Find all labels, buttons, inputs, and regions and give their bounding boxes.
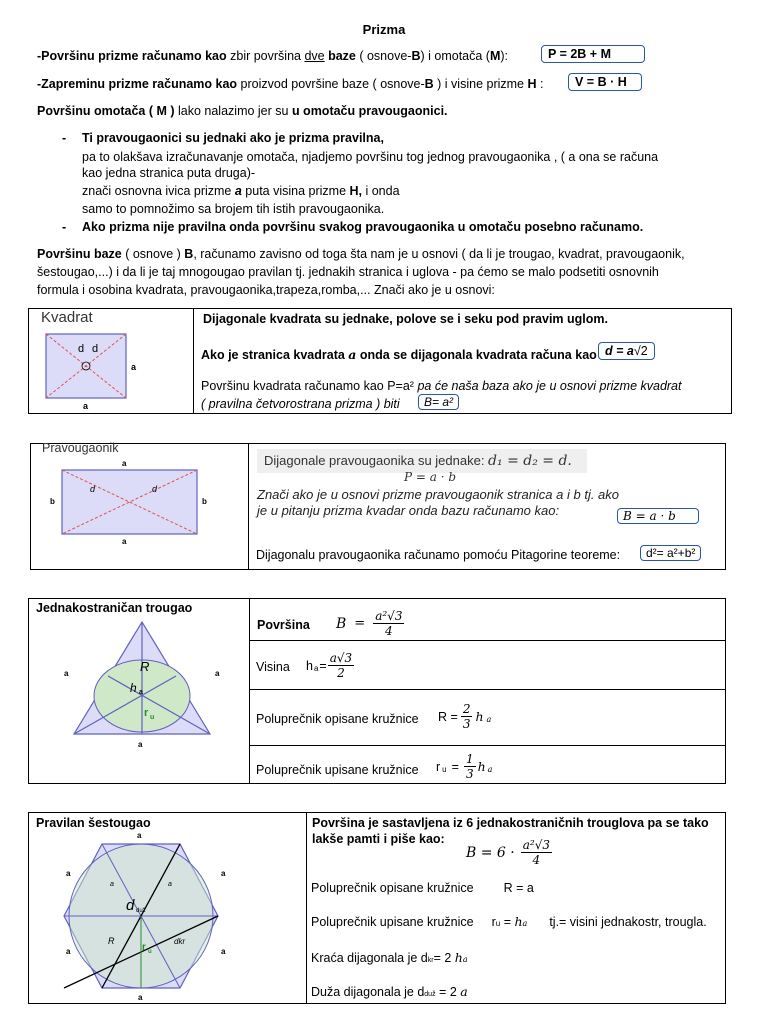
text: = 2: [435, 985, 461, 999]
kvadrat-row-2: [201, 347, 597, 362]
text: h: [514, 914, 523, 929]
sestougao-label-r: R: [108, 936, 115, 946]
text: a: [522, 919, 528, 928]
trougao-v-formula: [306, 651, 354, 680]
trougao-label-a: a: [138, 740, 143, 749]
trougao-label-a: a: [215, 669, 220, 678]
text: 4: [385, 624, 393, 638]
divider: [248, 443, 249, 570]
sestougao-label-d-sub: duž: [136, 908, 146, 914]
pravougaonik-label-b: b: [50, 497, 55, 506]
text: B: [184, 247, 194, 261]
text: 2: [462, 702, 471, 716]
kvadrat-label-a: a: [83, 401, 89, 411]
sestougao-label-d: d: [126, 897, 135, 914]
sestougao-label-ru: r: [142, 942, 146, 953]
text: , računamo zavisno od toga šta nam je u osnovi ( da li je trougao, kvadrat, pravougaonik,: [193, 247, 685, 261]
pravougaonik-row-3-line-1: Znači ako je u osnovi prizme pravougaonik stranica a i b tj. ako: [257, 487, 620, 502]
text: =: [500, 915, 515, 929]
base-par-line-1: [37, 247, 685, 261]
text: a²√3: [522, 838, 550, 852]
text: duž: [424, 991, 436, 998]
kvadrat-label-a: a: [131, 362, 137, 372]
sestougao-label-a: a: [137, 831, 142, 840]
text: :: [536, 77, 544, 91]
text: a: [460, 984, 468, 999]
formula-kvadrat-diagonal: [598, 342, 655, 360]
text: Ako je stranica kvadrata: [201, 348, 349, 362]
text: znači osnovna ivica prizme: [82, 184, 235, 198]
fraction: [464, 752, 476, 781]
sestougao-p-line-2: lakše pamti i piše kao:: [312, 832, 445, 846]
kvadrat-label-d: d: [78, 343, 85, 355]
sestougao-label-a: a: [66, 947, 71, 956]
text: h: [306, 658, 313, 673]
text: tj.= visini jednakostr, trougla.: [549, 915, 707, 929]
text: B = 6 ·: [466, 844, 515, 861]
trougao-v-label: Visina: [256, 660, 290, 674]
sestougao-p-formula: [466, 838, 552, 867]
trougao-label-h-sub: a: [139, 689, 143, 696]
trougao-ru-formula: [436, 752, 492, 781]
trougao-ro-formula: [438, 702, 491, 731]
text: ( osnove ): [121, 247, 185, 261]
text: h: [477, 759, 486, 774]
sestougao-dd: [311, 984, 468, 999]
kvadrat-row-3: [201, 379, 681, 393]
pravougaonik-label-d: d: [152, 484, 158, 494]
pravougaonik-row-1: [264, 453, 572, 469]
text: ) i visine prizme: [433, 77, 528, 91]
bullet-1-line-4: [82, 184, 400, 198]
text: -Površinu prizme računamo kao: [37, 49, 227, 63]
pravougaonik-figure: [40, 456, 220, 546]
text: lako nalazimo jer su: [174, 104, 292, 118]
kvadrat-row-1: Dijagonale kvadrata su jednake, polove se i seku pod pravim uglom.: [203, 312, 608, 326]
divider: [249, 598, 250, 784]
text: Površinu omotača ( M ): [37, 104, 175, 118]
trougao-ro-label: Poluprečnik opisane kružnice: [256, 712, 419, 726]
base-par-line-3: formula i osobina kvadrata, pravougaonika,trapeza,romba,... Znači ako je u osnovi:: [37, 283, 495, 297]
divider: [193, 308, 194, 414]
trougao-figure: [60, 616, 240, 752]
text: Duža dijagonala je d: [311, 985, 425, 999]
text: B: [424, 77, 434, 91]
bullet-1: Ti pravougaonici su jednaki ako je prizma pravilna,: [82, 131, 384, 145]
text: 3: [462, 717, 471, 731]
text: a: [486, 715, 492, 724]
text: proizvod površine baze ( osnove-: [237, 77, 425, 91]
sestougao-label-dkr: dkr: [174, 937, 186, 946]
pravougaonik-area: P = a · b: [404, 470, 457, 484]
text: Kraća dijagonala je d: [311, 951, 428, 965]
page-title: Prizma: [362, 22, 406, 37]
text: M: [489, 49, 501, 63]
text: onda se dijagonala kvadrata računa kao: [356, 348, 597, 362]
sestougao-label-a: a: [66, 869, 71, 878]
formula-pravougaonik-base: B = a · b: [617, 508, 699, 524]
text: d = a: [605, 344, 634, 358]
text: a: [348, 347, 357, 362]
intro-line-1: [37, 49, 508, 63]
bullet-1-line-2: pa to olakšava izračunavanje omotača, njadjemo površinu tog jednog pravougaonika , ( a ona se računa: [82, 150, 659, 164]
text: a: [313, 663, 319, 673]
trougao-p-formula: [336, 609, 404, 638]
bullet-1-line-3: kao jedna stranica puta druga)-: [82, 166, 256, 180]
formula-kvadrat-base: B= a²: [418, 394, 459, 410]
sestougao-ru: [311, 914, 707, 929]
sestougao-label-a: a: [168, 881, 172, 888]
pravougaonik-row-3-line-2: je u pitanju prizma kvadar onda bazu računamo kao:: [257, 503, 560, 518]
text: 3: [465, 767, 474, 781]
sestougao-dk: [311, 950, 468, 965]
text: =: [319, 658, 327, 673]
text: h: [475, 709, 484, 724]
text: ):: [500, 49, 509, 63]
text: Poluprečnik upisane kružnice: [311, 915, 474, 929]
text: pa će naša baza ako je u osnovi prizme kvadrat: [413, 379, 682, 393]
text: a²√3: [375, 609, 403, 623]
trougao-heading: Jednakostraničan trougao: [36, 601, 193, 615]
pravougaonik-label-b: b: [202, 497, 207, 506]
text: u: [495, 919, 501, 928]
kvadrat-heading: Kvadrat: [41, 309, 93, 326]
text: Površinu baze: [37, 247, 122, 261]
divider: [249, 640, 726, 641]
divider: [249, 745, 726, 746]
divider: [249, 689, 726, 690]
pravougaonik-label-a: a: [122, 537, 127, 546]
text: =: [451, 759, 459, 774]
trougao-label-a: a: [64, 669, 69, 678]
kvadrat-label-d: d: [92, 343, 99, 355]
sestougao-ro: [311, 881, 534, 895]
fraction: [521, 838, 552, 867]
pravougaonik-row-4: Dijagonalu pravougaonika računamo pomoću Pitagorine teoreme:: [256, 548, 621, 562]
formula-surface: P = 2B + M: [541, 45, 645, 63]
text: B: [336, 615, 347, 632]
text: kr: [427, 957, 434, 964]
sestougao-p-line-1: Površina je sastavljena iz 6 jednakostraničnih trouglova pa se tako: [312, 816, 709, 830]
formula-volume: V = B · H: [568, 73, 642, 91]
sestougao-label-a: a: [221, 947, 226, 956]
pravougaonik-heading: Pravougaonik: [42, 441, 119, 455]
text: Poluprečnik opisane kružnice: [311, 881, 474, 895]
sestougao-label-a: a: [110, 881, 114, 888]
intro-line-3: [37, 104, 448, 118]
text: r: [491, 915, 496, 929]
text: Površinu kvadrata računamo kao P=a²: [201, 379, 414, 393]
text: = 2: [433, 951, 455, 965]
text: √2: [633, 344, 648, 358]
sestougao-figure: [56, 826, 256, 1004]
sestougao-label-a: a: [221, 869, 226, 878]
trougao-label-r: R: [140, 659, 150, 674]
pravougaonik-label-a: a: [122, 459, 127, 468]
sestougao-label-ru-sub: u: [148, 949, 152, 955]
kvadrat-row-4: ( pravilna četvorostrana prizma ) biti: [201, 397, 400, 411]
text: a√3: [329, 651, 353, 665]
text: 1: [465, 752, 474, 766]
bullet-dash: -: [62, 220, 67, 234]
bullet-2: Ako prizma nije pravilna onda površinu svakog pravougaonika u omotaču posebno računamo.: [82, 220, 644, 234]
text: 2: [337, 666, 345, 680]
text: -Zapreminu prizme računamo kao: [37, 77, 238, 91]
sestougao-heading: Pravilan šestougao: [36, 816, 151, 830]
text: u omotaču pravougaonici.: [291, 104, 448, 118]
text: baze: [324, 49, 356, 63]
bullet-1-line-5: samo to pomnožimo sa brojem tih istih pravougaonika.: [82, 202, 385, 216]
text: =: [354, 616, 366, 631]
base-par-line-2: šestougao,...) i da li je taj mnogougao pravilan tj. jednakih stranica i uglova - pa ćemo se malo podsetiti osnovnih: [37, 265, 659, 279]
text: r: [436, 759, 441, 774]
trougao-label-ru: r: [144, 707, 149, 719]
text: ( osnove-: [355, 49, 412, 63]
text: H: [527, 77, 537, 91]
text: ) i omotača (: [420, 49, 490, 63]
bullet-dash: -: [62, 131, 67, 145]
text: zbir površina: [226, 49, 305, 63]
text: a: [234, 184, 242, 198]
text: R =: [438, 709, 458, 724]
text: d₁ = d₂ = d.: [488, 453, 572, 469]
text: u: [442, 765, 447, 774]
divider: [306, 812, 307, 1004]
text: R = a: [503, 881, 534, 895]
text: B: [411, 49, 421, 63]
fraction: [461, 702, 473, 731]
intro-line-2: [37, 77, 543, 91]
fraction: [328, 651, 354, 680]
fraction: [373, 609, 404, 638]
trougao-p-label: Površina: [257, 618, 310, 632]
text: a: [462, 955, 468, 964]
pravougaonik-label-d: d: [90, 484, 96, 494]
text: 4: [532, 853, 541, 867]
formula-pythagoras: d²= a²+b²: [640, 545, 701, 561]
text: H,: [349, 184, 362, 198]
text: i onda: [362, 184, 400, 198]
text: puta visina prizme: [241, 184, 350, 198]
trougao-label-ru-sub: u: [150, 714, 155, 721]
text: h: [454, 950, 463, 965]
trougao-ru-label: Poluprečnik upisane kružnice: [256, 763, 419, 777]
trougao-label-h: h: [130, 681, 137, 695]
sestougao-label-a: a: [138, 993, 143, 1002]
text: a: [487, 765, 493, 774]
text: dve: [304, 49, 325, 63]
kvadrat-figure: [36, 328, 146, 412]
text: Dijagonale pravougaonika su jednake:: [264, 453, 489, 468]
